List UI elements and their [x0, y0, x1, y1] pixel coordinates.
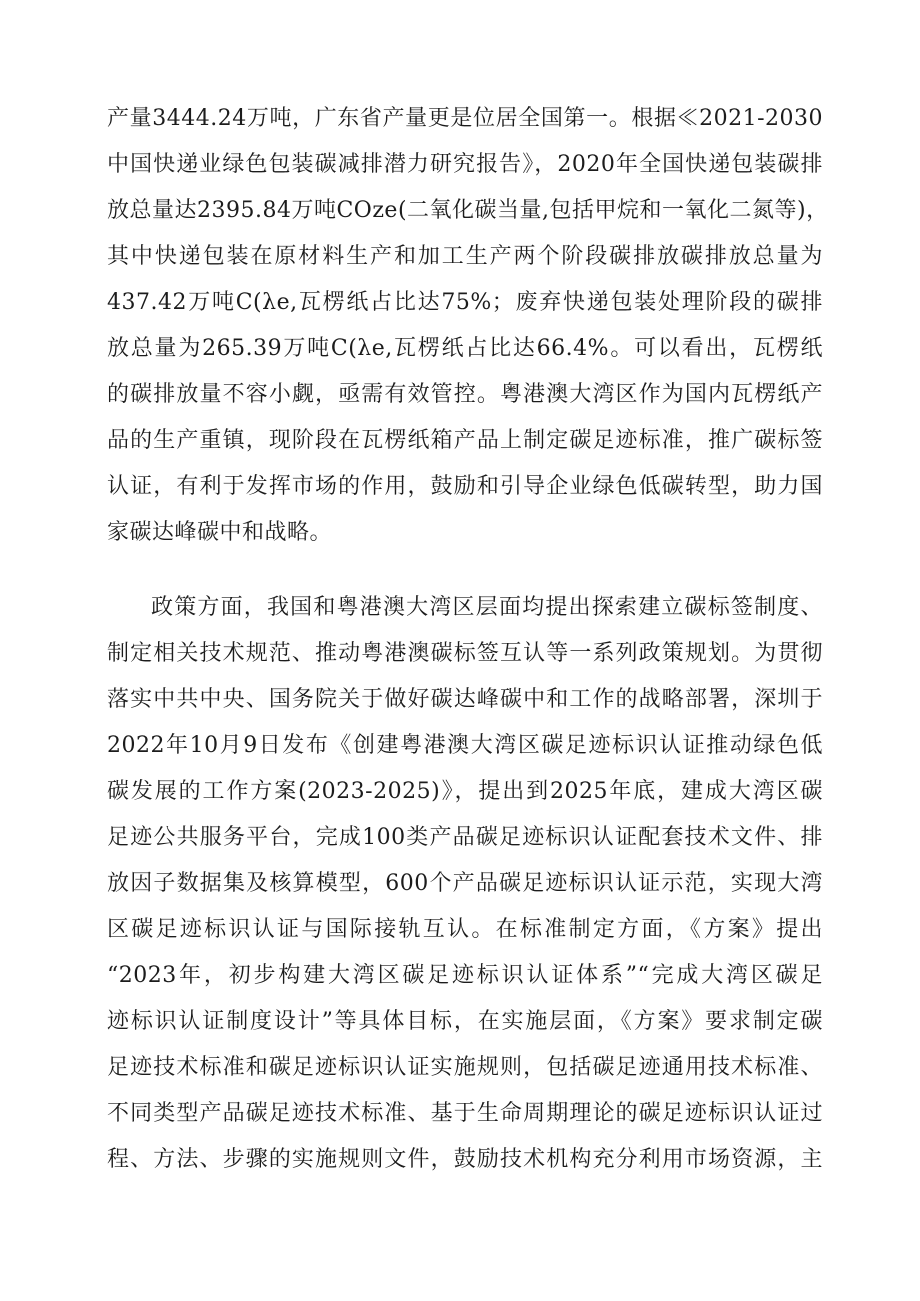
- paragraph-line: 2022年10月9日发布《创建粤港澳大湾区碳足迹标识认证推动绿色低: [107, 733, 823, 758]
- paragraph-line: 的碳排放量不容小觑，亟需有效管控。粤港澳大湾区作为国内瓦楞纸产: [107, 382, 823, 407]
- paragraph-line: 程、方法、步骤的实施规则文件，鼓励技术机构充分利用市场资源，主: [107, 1147, 823, 1172]
- paragraph-line: 437.42万吨C(λe,瓦楞纸占比达75%；废弃快递包装处理阶段的碳排: [107, 290, 823, 315]
- paragraph-line: 产量3444.24万吨，广东省产量更是位居全国第一。根据≪2021-2030: [107, 106, 823, 131]
- paragraph-line: 制定相关技术规范、推动粤港澳碳标签互认等一系列政策规划。为贯彻: [107, 641, 823, 666]
- paragraph-line: 政策方面，我国和粤港澳大湾区层面均提出探索建立碳标签制度、: [151, 595, 823, 620]
- paragraph-line: “2023年，初步构建大湾区碳足迹标识认证体系”“完成大湾区碳足: [107, 963, 823, 988]
- paragraph-line: 足迹公共服务平台，完成100类产品碳足迹标识认证配套技术文件、排: [107, 825, 823, 850]
- paragraph-line: 不同类型产品碳足迹技术标准、基于生命周期理论的碳足迹标识认证过: [107, 1101, 823, 1126]
- paragraph-line: 其中快递包装在原材料生产和加工生产两个阶段碳排放碳排放总量为: [107, 244, 823, 269]
- paragraph-line: 区碳足迹标识认证与国际接轨互认。在标准制定方面，《方案》提出: [107, 917, 823, 942]
- paragraph-line: 足迹技术标准和碳足迹标识认证实施规则，包括碳足迹通用技术标准、: [107, 1055, 823, 1080]
- paragraph-line: 落实中共中央、国务院关于做好碳达峰碳中和工作的战略部署，深圳于: [107, 687, 823, 712]
- paragraph-line: 碳发展的工作方案(2023-2025)》，提出到2025年底，建成大湾区碳: [107, 779, 823, 804]
- paragraph-policy: [107, 585, 823, 1183]
- paragraph-line: 家碳达峰碳中和战略。: [107, 520, 333, 545]
- paragraph-line: 放总量达2395.84万吨COze(二氧化碳当量,包括甲烷和一氧化二氮等)，: [107, 198, 829, 223]
- paragraph-line: 迹标识认证制度设计”等具体目标，在实施层面，《方案》要求制定碳: [107, 1009, 823, 1034]
- paragraph-line: 品的生产重镇，现阶段在瓦楞纸箱产品上制定碳足迹标准，推广碳标签: [107, 428, 823, 453]
- paragraph-line: 中国快递业绿色包装碳减排潜力研究报告》，2020年全国快递包装碳排: [107, 152, 823, 177]
- paragraph-line: 放总量为265.39万吨C(λe,瓦楞纸占比达66.4%。可以看出，瓦楞纸: [107, 336, 823, 361]
- paragraph-line: 放因子数据集及核算模型，600个产品碳足迹标识认证示范，实现大湾: [107, 871, 823, 896]
- paragraph-carbon-emissions: [107, 96, 829, 556]
- paragraph-line: 认证，有利于发挥市场的作用，鼓励和引导企业绿色低碳转型，助力国: [107, 474, 823, 499]
